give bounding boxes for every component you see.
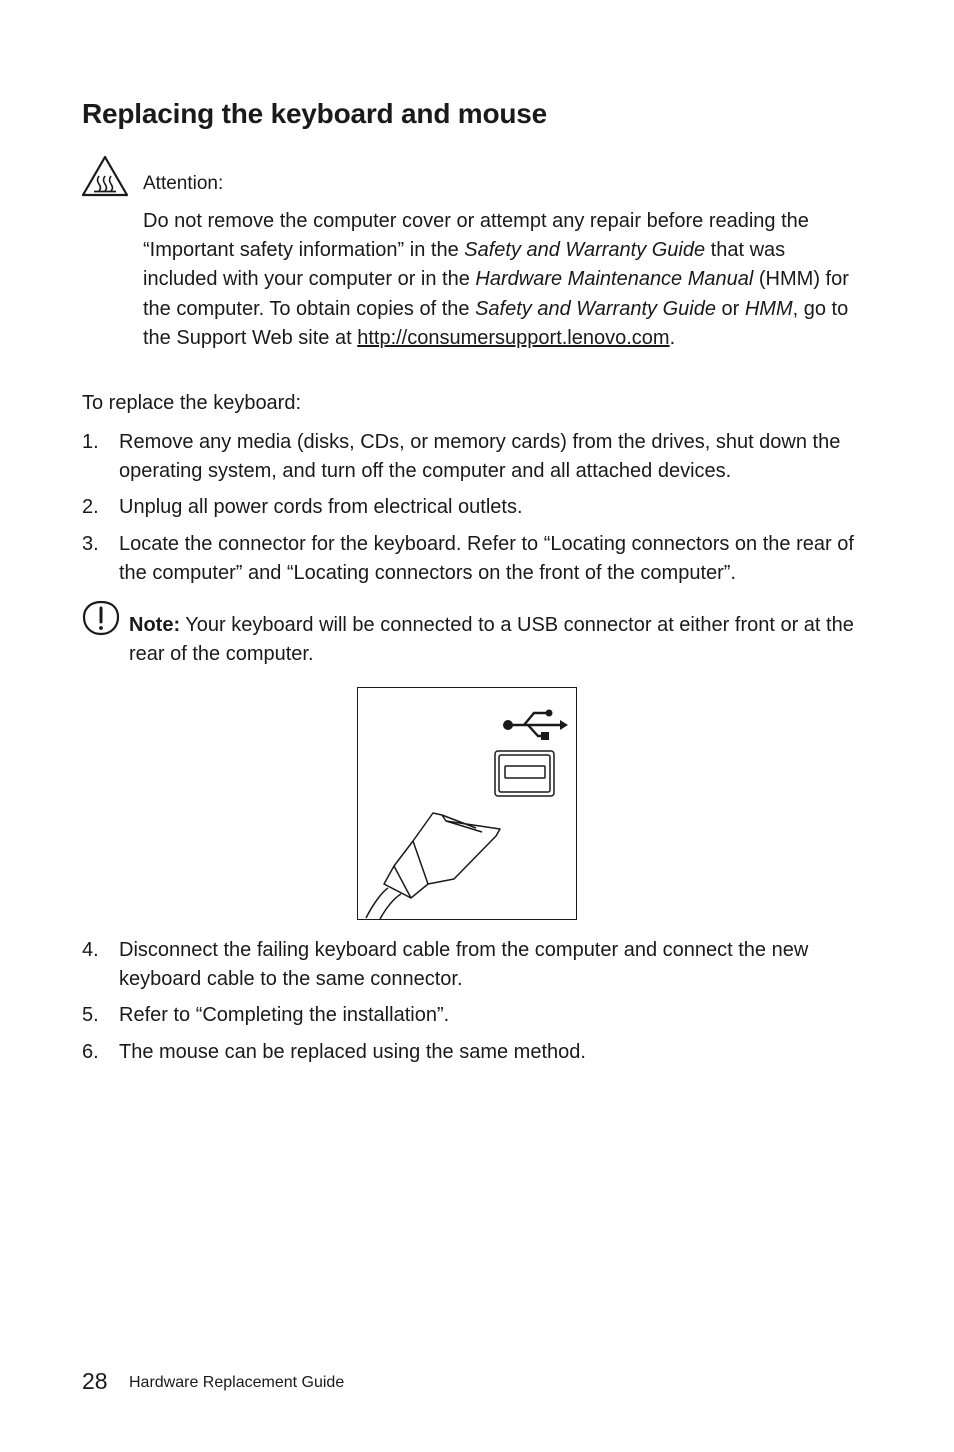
attention-text: Do not remove the computer cover or attempt any repair before reading the “Important safety information” in the: [143, 210, 809, 262]
step-number: 3.: [82, 532, 99, 555]
step-text: Locate the connector for the keyboard. Refer to “Locating connectors on the rear of the computer” and “Locating connectors on the front of the computer”.: [119, 532, 854, 584]
attention-text: or: [715, 297, 745, 320]
page-title: Replacing the keyboard and mouse: [82, 98, 548, 129]
step-text: Refer to “Completing the installation”.: [119, 1004, 450, 1027]
attention-text: that was included with your computer or in the: [143, 239, 786, 291]
section-subheading: To replace the keyboard:: [82, 392, 302, 414]
attention-manual-title: Hardware Maintenance Manual: [475, 268, 754, 291]
list-item: [82, 936, 862, 994]
attention-label: Attention:: [143, 173, 224, 194]
attention-guide-title: Safety and Warranty Guide: [475, 297, 716, 320]
note-text: Your keyboard will be connected to a USB connector at either front or at the rear of the computer.: [129, 614, 854, 666]
step-number: 1.: [82, 431, 99, 453]
exclamation-note-icon: [82, 600, 120, 636]
step-number: 4.: [82, 939, 99, 961]
step-number: 2.: [82, 496, 99, 519]
step-number: 5.: [82, 1004, 99, 1027]
steps-list-second: [82, 936, 862, 1074]
usb-illustration-drawing: [358, 688, 576, 919]
list-item: [82, 493, 862, 522]
attention-guide-title: Safety and Warranty Guide: [464, 239, 706, 262]
footer-guide-title: Hardware Replacement Guide: [129, 1374, 345, 1391]
hot-surface-warning-icon: [80, 154, 130, 198]
attention-text: .: [669, 326, 676, 349]
attention-text: (HMM) for the computer. To obtain copies of the: [143, 268, 849, 320]
usb-port-icon: [495, 751, 554, 796]
list-item: [82, 530, 862, 588]
step-text: Unplug all power cords from electrical outlets.: [119, 496, 523, 519]
list-item: [82, 1001, 862, 1030]
list-item: [82, 1038, 862, 1067]
step-text: Remove any media (disks, CDs, or memory cards) from the drives, shut down the operating system, and turn off the computer and all attached devices.: [119, 431, 841, 483]
attention-hmm-abbrev: HMM: [744, 297, 793, 320]
step-text: Disconnect the failing keyboard cable from the computer and connect the new keyboard cable to the same connector.: [119, 939, 809, 991]
step-number: 6.: [82, 1040, 99, 1063]
step-text: The mouse can be replaced using the same method.: [119, 1040, 586, 1063]
note-label: Note:: [129, 614, 181, 636]
support-website-link[interactable]: http://consumersupport.lenovo.com: [357, 326, 670, 349]
usb-connector-illustration: [357, 687, 577, 920]
note-paragraph: [129, 611, 859, 669]
attention-paragraph: [143, 207, 863, 353]
usb-plug-icon: [366, 813, 500, 919]
list-item: [82, 428, 862, 486]
usb-symbol-icon: [510, 713, 561, 736]
attention-text: , go to the Support Web site at: [143, 297, 849, 349]
page-number: 28: [82, 1368, 108, 1394]
steps-list-first: [82, 428, 862, 595]
